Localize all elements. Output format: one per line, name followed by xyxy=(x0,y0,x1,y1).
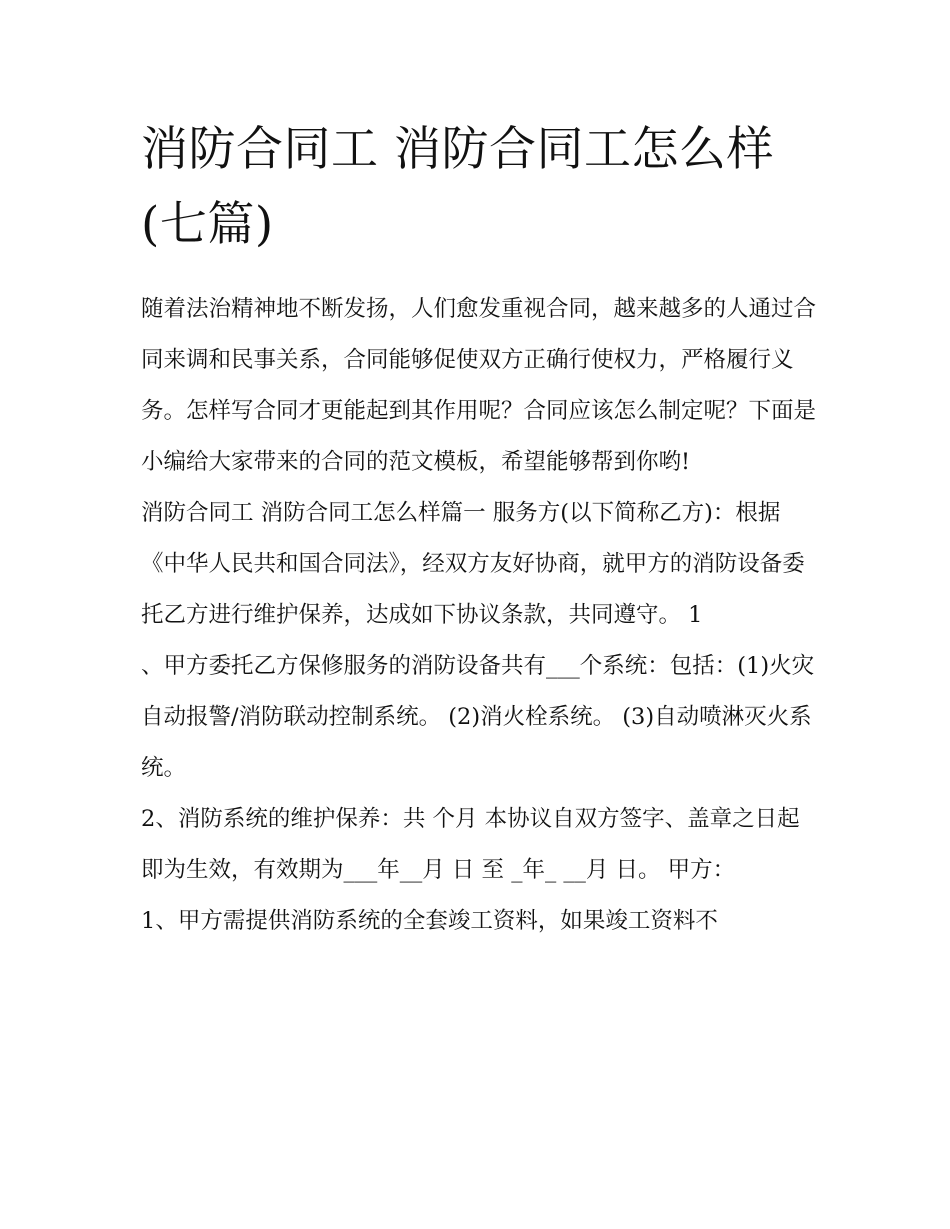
document-title: 消防合同工 消防合同工怎么样(七篇) xyxy=(141,122,774,252)
clause-paragraph: 、甲方委托乙方保修服务的消防设备共有___个系统：包括：(1)火灾自动报警/消防联动控制系统。 (2)消火栓系统。 (3)自动喷淋灭火系统。 xyxy=(141,653,815,781)
contract-intro-paragraph: 消防合同工 消防合同工怎么样篇一 服务方(以下简称乙方)：根据《中华人民共和国合同法》，经双方友好协商，就甲方的消防设备委托乙方进行维护保养，达成如下协议条款，共同遵守。 1 xyxy=(141,500,805,628)
clause-paragraph: 2、消防系统的维护保养：共 个月 本协议自双方签字、盖章之日起即为生效，有效期为___年__月 日 至 _年_ __月 日。 甲方： xyxy=(141,806,800,883)
intro-paragraph: 随着法治精神地不断发扬，人们愈发重视合同，越来越多的人通过合同来调和民事关系，合同能够促使双方正确行使权力，严格履行义务。怎样写合同才更能起到其作用呢？合同应该怎么制定呢？下面是小编给大家带来的合同的范文模板，希望能够帮到你哟! xyxy=(141,296,817,475)
document-content xyxy=(141,112,821,947)
clause-paragraph: 1、甲方需提供消防系统的全套竣工资料，如果竣工资料不 xyxy=(141,908,718,934)
